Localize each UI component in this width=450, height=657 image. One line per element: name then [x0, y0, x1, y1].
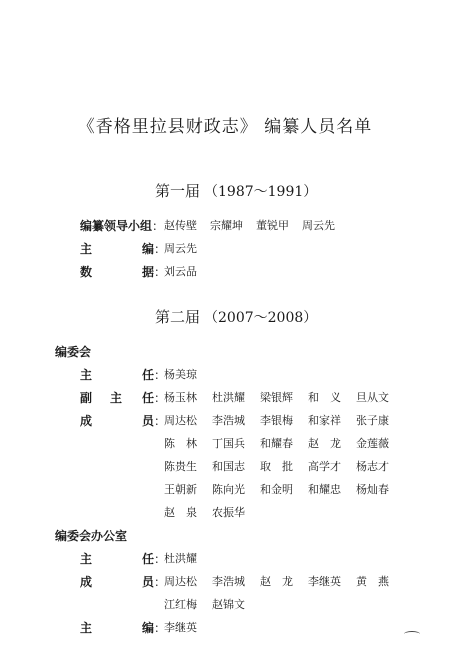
person-name: 李浩城	[212, 414, 245, 427]
person-name: 赵 泉	[164, 506, 197, 519]
person-name: 赵 龙	[308, 437, 341, 450]
term2-label: 第二届	[155, 308, 201, 326]
committee-members-line-3	[164, 458, 404, 474]
person-name: 周云先	[164, 242, 197, 255]
office-members-line-1	[164, 573, 404, 589]
person-name: 李继英	[164, 621, 197, 634]
person-name: 杜洪耀	[212, 391, 245, 404]
committee-names-deputy	[164, 389, 404, 405]
office-names-editor	[164, 619, 197, 635]
committee-role-members	[80, 412, 166, 429]
person-name: 杨灿春	[356, 483, 389, 496]
person-name: 黄 燕	[356, 575, 389, 588]
colon: ：	[154, 265, 167, 279]
office-role-editor	[80, 619, 166, 636]
colon: ：	[152, 219, 165, 233]
role-label: 员	[142, 414, 155, 428]
person-name: 和 义	[308, 391, 341, 404]
person-name: 董锐甲	[256, 219, 289, 232]
office-heading: 编委会办公室	[55, 529, 128, 543]
person-name: 和家祥	[308, 414, 341, 427]
term1-heading	[155, 180, 317, 201]
colon: ：	[154, 391, 167, 405]
term2-heading	[155, 306, 317, 327]
term2-years: （2007～2008）	[204, 310, 318, 326]
role-label: 据	[142, 265, 155, 279]
role-label: 主	[80, 621, 93, 635]
person-name: 江红梅	[164, 598, 197, 611]
person-name: 王朝新	[164, 483, 197, 496]
role-label: 任	[142, 391, 155, 405]
person-name: 李继英	[308, 575, 341, 588]
person-name: 旦从文	[356, 391, 389, 404]
role-label: 主	[80, 552, 93, 566]
person-name: 和金明	[260, 483, 293, 496]
committee-members-line-5	[164, 504, 260, 520]
role-label: 员	[142, 575, 155, 589]
office-names-director	[164, 550, 197, 566]
committee-role-director	[80, 366, 166, 383]
person-name: 杜洪耀	[164, 552, 197, 565]
term1-names-data	[164, 263, 197, 279]
colon: ：	[154, 552, 167, 566]
person-name: 赵 龙	[260, 575, 293, 588]
person-name: 梁银辉	[260, 391, 293, 404]
role-label: 编	[142, 242, 155, 256]
person-name: 丁国兵	[212, 437, 245, 450]
office-role-members	[80, 573, 166, 590]
committee-members-line-2	[164, 435, 404, 451]
committee-role-deputy	[80, 389, 166, 406]
person-name: 取 批	[260, 460, 293, 473]
role-label: 成	[80, 414, 93, 428]
person-name: 刘云品	[164, 265, 197, 278]
term1-role-leading-group	[80, 217, 164, 234]
person-name: 杨玉林	[164, 391, 197, 404]
role-label: 副	[80, 391, 93, 405]
person-name: 农振华	[212, 506, 245, 519]
person-name: 周达松	[164, 575, 197, 588]
page-title: 《香格里拉县财政志》 编纂人员名单	[77, 117, 373, 137]
committee-heading: 编委会	[55, 345, 92, 359]
scan-mark	[404, 631, 420, 637]
person-name: 李银梅	[260, 414, 293, 427]
person-name: 李浩城	[212, 575, 245, 588]
person-name: 杨美琼	[164, 368, 197, 381]
person-name: 张子康	[356, 414, 389, 427]
person-name: 杨志才	[356, 460, 389, 473]
term1-names-chief-editor	[164, 240, 197, 256]
person-name: 周云先	[302, 219, 335, 232]
office-role-director	[80, 550, 166, 567]
term1-years: （1987～1991）	[204, 184, 318, 200]
term1-role-data	[80, 263, 166, 280]
role-label: 编纂领导小组	[80, 219, 153, 233]
person-name: 高学才	[308, 460, 341, 473]
person-name: 陈向光	[212, 483, 245, 496]
committee-names-director	[164, 366, 197, 382]
term1-names-leading-group	[164, 217, 348, 233]
person-name: 陈 林	[164, 437, 197, 450]
colon: ：	[154, 621, 167, 635]
colon: ：	[154, 242, 167, 256]
role-label: 成	[80, 575, 93, 589]
person-name: 和耀春	[260, 437, 293, 450]
committee-members-line-4	[164, 481, 404, 497]
person-name: 陈贵生	[164, 460, 197, 473]
committee-members-line-1	[164, 412, 404, 428]
person-name: 和耀忠	[308, 483, 341, 496]
colon: ：	[154, 414, 167, 428]
role-label: 数	[80, 265, 93, 279]
term1-label: 第一届	[155, 182, 201, 200]
role-label: 任	[142, 368, 155, 382]
role-label: 主	[80, 242, 93, 256]
term1-role-chief-editor	[80, 240, 166, 257]
role-label: 编	[142, 621, 155, 635]
role-label: 主	[110, 391, 123, 405]
person-name: 赵传壁	[164, 219, 197, 232]
person-name: 金莲薇	[356, 437, 389, 450]
person-name: 周达松	[164, 414, 197, 427]
colon: ：	[154, 368, 167, 382]
role-label: 主	[80, 368, 93, 382]
colon: ：	[154, 575, 167, 589]
office-members-line-2	[164, 596, 260, 612]
person-name: 和国志	[212, 460, 245, 473]
role-label: 任	[142, 552, 155, 566]
person-name: 赵锦文	[212, 598, 245, 611]
person-name: 宗耀坤	[210, 219, 243, 232]
